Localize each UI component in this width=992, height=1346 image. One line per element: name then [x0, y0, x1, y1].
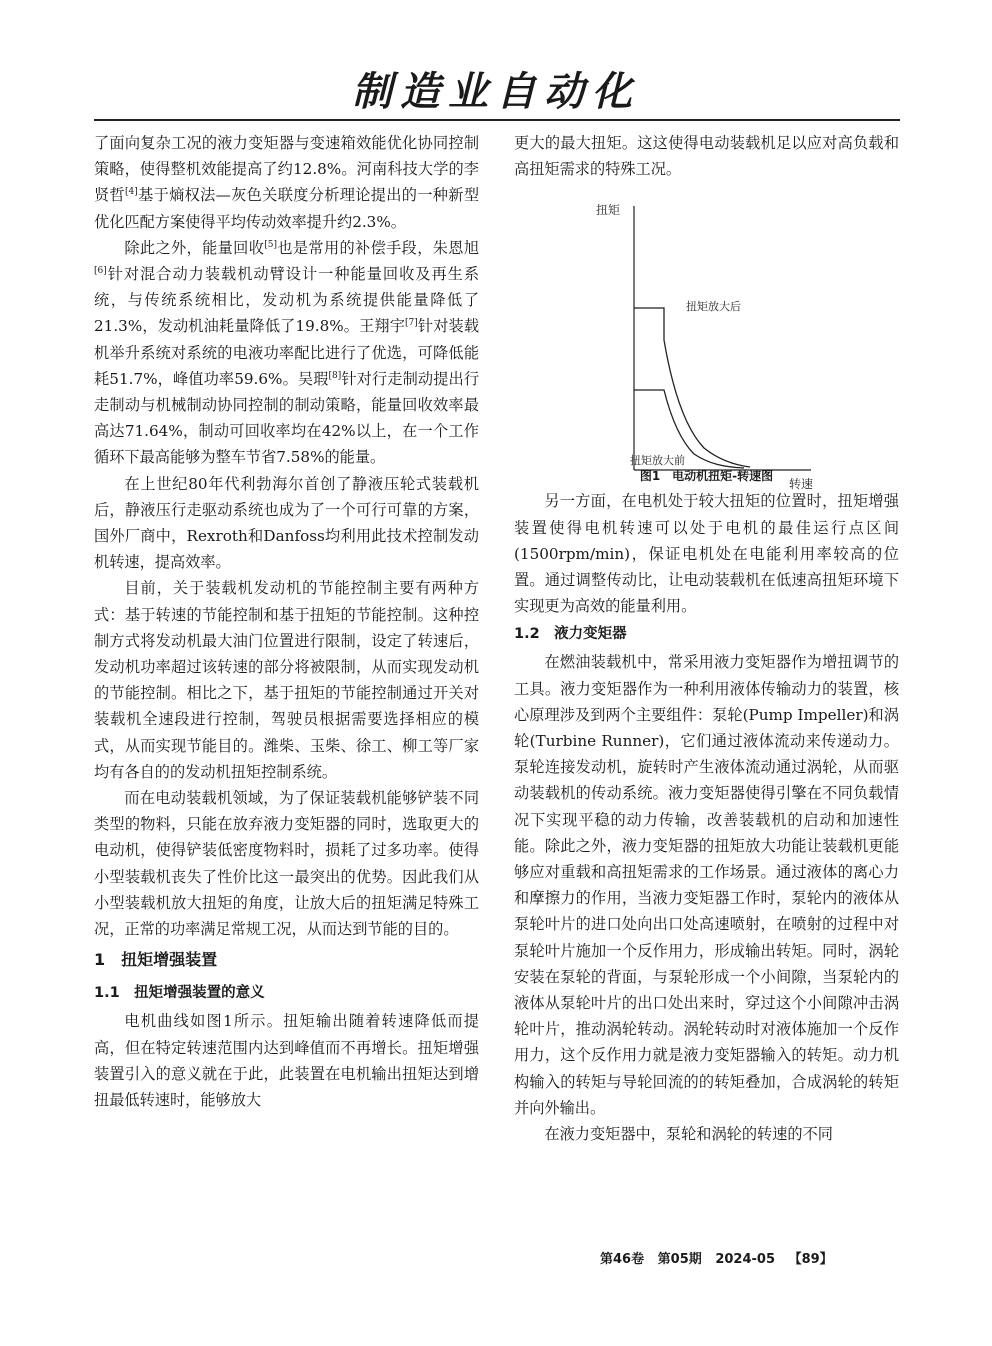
left-column	[94, 130, 479, 1113]
paragraph: 除此之外，能量回收[5]也是常用的补偿手段，朱恩旭[6]针对混合动力装载机动臂设计一种能量回收及再生系统，与传统系统相比，发动机为系统提供能量降低了21.3%，发动机油耗量降低了19.8%。王翔宇[7]针对装载机举升系统对系统的电液功率配比进行了优选，可降低能耗51.7%，峰值功率59.6%。吴瑕[8]针对行走制动提出行走制动与机械制动协同控制的制动策略，能量回收效率最高达71.64%，制动可回收率均在42%以上，在一个工作循环下最高能够为整车节省7.58%的能量。	[94, 238, 480, 467]
series-line-after	[634, 308, 750, 467]
footer-date: 2024-05	[715, 1252, 776, 1267]
paragraph: 更大的最大扭矩。这这使得电动装载机足以应对高负载和高扭矩需求的特殊工况。	[514, 134, 899, 179]
section-heading: 1 扭矩增强装置	[94, 950, 218, 970]
footer-volume: 第46卷	[600, 1252, 645, 1267]
series-label-before: 扭矩放大前	[630, 454, 685, 468]
header-rule	[94, 119, 900, 121]
subsection-heading: 1.2 液力变矩器	[514, 626, 627, 643]
paragraph: 电机曲线如图1所示。扭矩输出随着转速降低而提高，但在特定转速范围内达到峰值而不再增长。扭矩增强装置引入的意义就在于此，此装置在电机输出扭矩达到增扭最低转速时，能够放大	[94, 1012, 479, 1109]
page-footer	[600, 1248, 833, 1267]
paragraph: 另一方面，在电机处于较大扭矩的位置时，扭矩增强装置使得电机转速可以处于电机的最佳运行点区间(1500rpm/min)，保证电机处在电能利用率较高的位置。通过调整传动比，让电动装载机在低速高扭矩环境下实现更为高效的能量利用。	[514, 492, 899, 616]
paragraph: 而在电动装载机领域，为了保证装载机能够铲装不同类型的物料，只能在放弃液力变矩器的同时，选取更大的电动机，使得铲装低密度物料时，损耗了过多功率。使得小型装载机丧失了性价比这一最突出的优势。因此我们从小型装载机放大扭矩的角度，让放大后的扭矩满足特殊工况，正常的功率满足常规工况，从而达到节能的目的。	[94, 789, 479, 939]
page-number: 【89】	[788, 1252, 833, 1267]
paragraph: 在燃油装载机中，常采用液力变矩器作为增扭调节的工具。液力变矩器作为一种利用液体传输动力的装置，核心原理涉及到两个主要组件：泵轮(Pump Impeller)和涡轮(Turbine Runner)，它们通过液体流动来传递动力。泵轮连接发动机，旋转时产生液体流动通过涡轮，从而驱动装载机的传动系统。液力变矩器使得引擎在不同负载情况下实现平稳的动力传输，改善装载机的启动和加速性能。除此之外，液力变矩器的扭矩放大功能让装载机更能够应对重载和高扭矩需求的工作场景。通过液体的离心力和摩擦力的作用，当液力变矩器工作时，泵轮内的液体从泵轮叶片的进口处向出口处高速喷射，在喷射的过程中对泵轮叶片施加一个反作用力，形成输出转矩。同时，涡轮安装在泵轮的背面，与泵轮形成一个小间隙，当泵轮内的液体从泵轮叶片的出口处出来时，穿过这个小间隙冲击涡轮叶片，推动涡轮转动。涡轮转动时对液体施加一个反作用力，这个反作用力就是液力变矩器输入的转矩。动力机构输入的转矩与导轮回流的的转矩叠加，合成涡轮的转矩并向外输出。	[514, 653, 899, 1117]
footer-issue: 第05期	[657, 1252, 702, 1267]
y-axis-label: 扭矩	[596, 203, 621, 218]
figure-caption: 图1 电动机扭矩-转速图	[639, 469, 774, 484]
paragraph: 在液力变矩器中，泵轮和涡轮的转速的不同	[544, 1125, 833, 1144]
right-column	[514, 130, 899, 1147]
x-axis-label: 转速	[789, 477, 814, 492]
paragraph: 了面向复杂工况的液力变矩器与变速箱效能优化协同控制策略，使得整机效能提高了约12.8%。河南科技大学的李贤哲[4]基于熵权法—灰色关联度分析理论提出的一种新型优化匹配方案使得平均传动效率提升约2.3%。	[94, 134, 480, 231]
series-label-after: 扭矩放大后	[686, 300, 741, 314]
paragraph: 在上世纪80年代利勃海尔首创了静液压轮式装载机后，静液压行走驱动系统也成为了一个可行可靠的方案，国外厂商中，Rexroth和Danfoss均利用此技术控制发动机转速，提高效率。	[94, 474, 479, 572]
journal-masthead: 制造业自动化	[352, 69, 640, 115]
paragraph: 目前，关于装载机发动机的节能控制主要有两种方式：基于转速的节能控制和基于扭矩的节能控制。这种控制方式将发动机最大油门位置进行限制，设定了转速后，发动机功率超过该转速的部分将被限制，从而实现发动机的节能控制。相比之下，基于扭矩的节能控制通过开关对装载机全速段进行控制，驾驶员根据需要选择相应的模式，从而实现节能目的。潍柴、玉柴、徐工、柳工等厂家均有各自的的发动机扭矩控制系统。	[94, 579, 479, 781]
subsection-heading: 1.1 扭矩增强装置的意义	[94, 985, 265, 1002]
